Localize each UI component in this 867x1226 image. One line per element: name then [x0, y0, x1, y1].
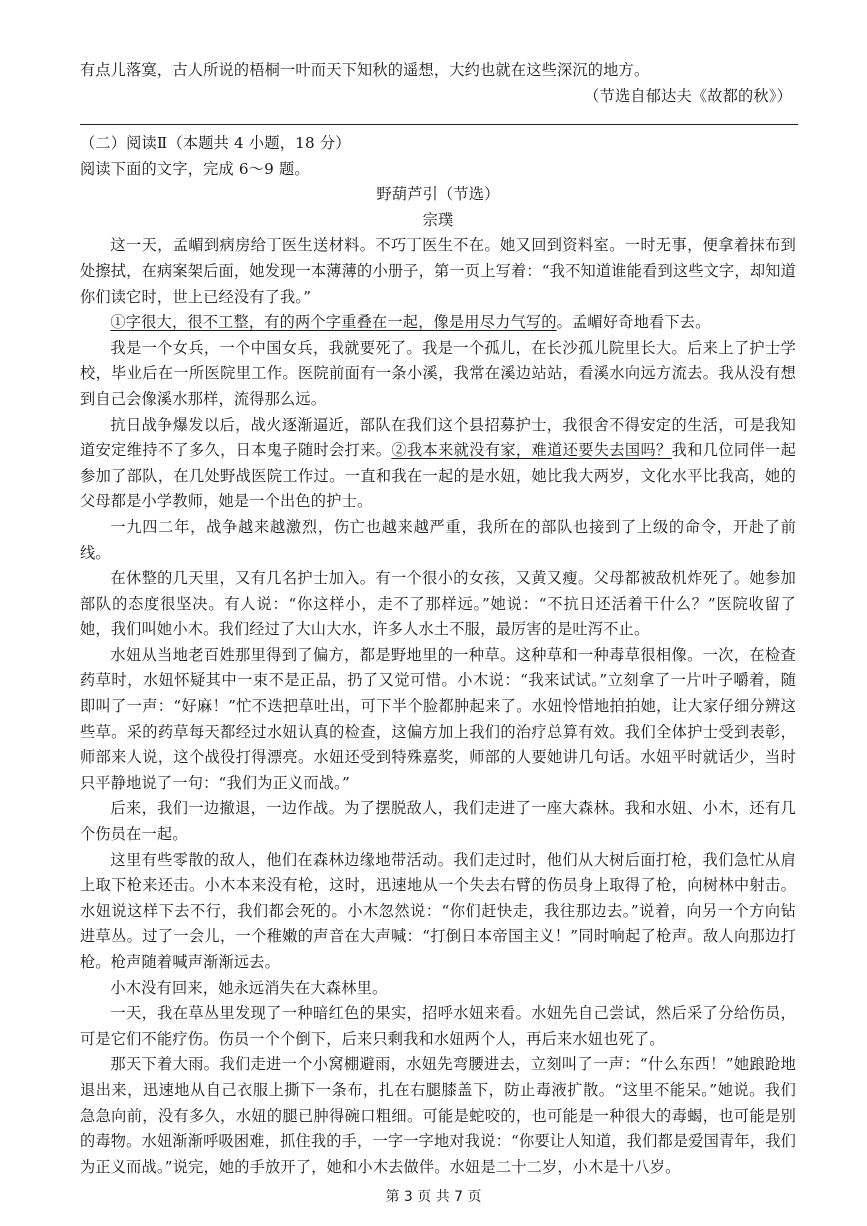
- paragraph-12: 那天下着大雨。我们走进一个小窝棚避雨，水妞先弯腰进去，立刻叫了一声：“什么东西！”她踉跄地退出来，迅速地从自己衣服上撕下一条布，扎在右腿膝盖下，防止毒液扩散。“这里不能呆。”她说。我们急急向前，没有多久，水妞的腿已肿得碗口粗细。可能是蛇咬的，也可能是一种很大的毒蝎，也可能是别的毒物。水妞渐渐呼吸困难，抓住我的手，一字一字地对我说：“你要让人知道，我们都是爱国青年，我们为正义而战。”说完，她的手放开了，她和小木去做伴。水妞是二十二岁，小木是十八岁。: [80, 1055, 796, 1176]
- paragraph-7: 水妞从当地老百姓那里得到了偏方，都是野地里的一种草。这种草和一种毒草很相像。一次，在检查药草时，水妞怀疑其中一束不是正品，扔了又觉可惜。小木说：“我来试试。”立刻拿了一片叶子嚼着，随即叫了一声：“好麻！”忙不迭把草吐出，可下半个脸都肿起来了。水妞怜惜地拍拍她，让大家仔细分辨这些草。采的药草每天都经过水妞认真的检查，这偏方加上我们的治疗总算有效。我们全体护士受到表彰，师部来人说，这个战役打得漂亮。水妞还受到特殊嘉奖，师部的人要她讲几句话。水妞平时就话少，当时只平静地说了一句：“我们为正义而战。”: [80, 645, 796, 792]
- paragraph-2-rest: 。孟嵋好奇地看下去。: [556, 313, 711, 332]
- paragraph-4: [80, 413, 796, 515]
- paragraph-11: 一天，我在草丛里发现了一种暗红色的果实，招呼水妞来看。水妞先自己尝试，然后采了分给伤员，可是它们不能疗伤。伤员一个个倒下，后来只剩我和水妞两个人，再后来水妞也死了。: [80, 1004, 796, 1048]
- paragraph-1: 这一天，孟嵋到病房给丁医生送材料。不巧丁医生不在。她又回到资料室。一时无事，便拿着抹布到处擦拭，在病案架后面，她发现一本薄薄的小册子，第一页上写着：“我不知道谁能看到这些文字，却知道你们读它时，世上已经没有了我。”: [80, 236, 796, 306]
- passage-title: 野葫芦引（节选）: [376, 185, 500, 204]
- paragraph-6: 在休整的几天里，又有几名护士加入。有一个很小的女孩，又黄又瘦。父母都被敌机炸死了。她参加部队的态度很坚决。有人说：“你这样小，走不了那样远。”她说：“不抗日还活着干什么？”医院收留了她，我们叫她小木。我们经过了大山大水，许多人水土不服，最厉害的是吐泻不止。: [80, 569, 796, 639]
- paragraph-10: 小木没有回来，她永远消失在大森林里。: [110, 978, 388, 997]
- previous-passage-last-line: 有点儿落寞，古人所说的梧桐一叶而天下知秋的遥想，大约也就在这些深沉的地方。: [80, 61, 650, 79]
- previous-passage-source: （节选自郁达夫《故都的秋》）: [584, 86, 792, 105]
- section-instruction: 阅读下面的文字，完成 6～9 题。: [80, 159, 310, 178]
- paragraph-5: 一九四二年，战争越来越激烈，伤亡也越来越严重，我所在的部队也接到了上级的命令，开赴了前线。: [80, 517, 796, 562]
- reading-section: [80, 131, 796, 1180]
- underlined-sentence-1: ①字很大，很不工整，有的两个字重叠在一起，像是用尽力气写的: [110, 313, 557, 332]
- section-heading: （二）阅读Ⅱ（本题共 4 小题，18 分）: [80, 134, 351, 152]
- underlined-sentence-2: ②我本来就没有家，难道还要失去国吗？: [391, 441, 672, 460]
- previous-passage-ending: [80, 58, 796, 109]
- paragraph-4-start: 抗日战争爆发以后，战火逐渐逼近，部队在我们这个县招募护士，我很舍不得安定的生活，可是我知道安定维持不了多久，日本鬼子随时会打来。: [80, 415, 796, 460]
- page-number: 第 3 页 共 7 页: [385, 1189, 482, 1205]
- paragraph-3: 我是一个女兵，一个中国女兵，我就要死了。我是一个孤儿，在长沙孤儿院里长大。后来上了护士学校，毕业后在一所医院里工作。医院前面有一条小溪，我常在溪边站站，看溪水向远方流去。我从没有想到自己会像溪水那样，流得那么远。: [80, 338, 796, 408]
- section-divider: [80, 124, 798, 125]
- paragraph-9: 这里有些零散的敌人，他们在森林边缘地带活动。我们走过时，他们从大树后面打枪，我们急忙从肩上取下枪来还击。小木本来没有枪，这时，迅速地从一个失去右臂的伤员身上取得了枪，向树林中射击。水妞说这样下去不行，我们都会死的。小木忽然说：“你们赶快走，我往那边去。”说着，向另一个方向钻进草丛。过了一会儿，一个稚嫩的声音在大声喊：“打倒日本帝国主义！”同时响起了枪声。敌人向那边打枪。枪声随着喊声渐渐远去。: [80, 850, 796, 971]
- passage-author: 宗璞: [422, 210, 454, 229]
- paragraph-4-end: 我和几位同伴一起参加了部队，在几处野战医院工作过。一直和我在一起的是水妞，她比我大两岁，文化水平比我高，她的父母都是小学教师，她是一个出色的护士。: [80, 441, 796, 511]
- paragraph-2: [80, 310, 796, 336]
- paragraph-8: 后来，我们一边撤退，一边作战。为了摆脱敌人，我们走进了一座大森林。我和水妞、小木，还有几个伤员在一起。: [80, 799, 796, 844]
